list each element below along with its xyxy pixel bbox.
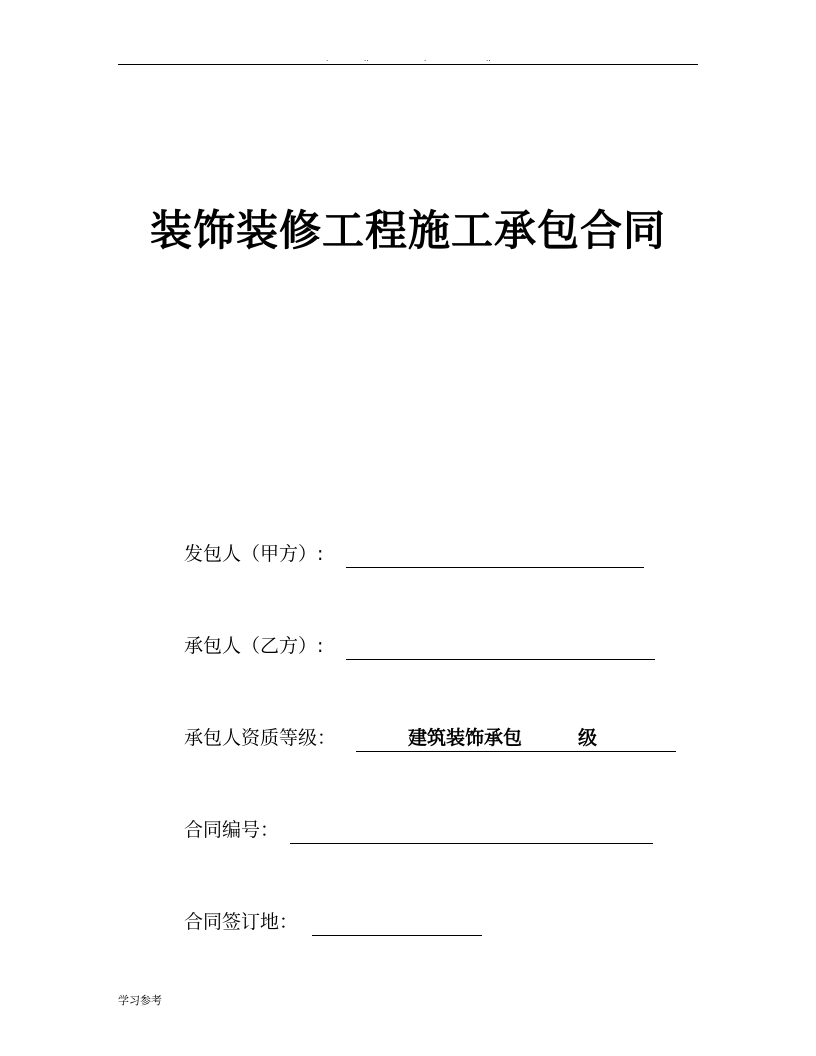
- field-label: 合同编号：: [184, 819, 280, 841]
- field-employer: [184, 540, 323, 568]
- qualification-input-line[interactable]: [356, 725, 676, 752]
- field-qualification: [184, 724, 598, 752]
- field-label: 合同签订地：: [184, 911, 299, 933]
- header-mark: ..: [364, 55, 369, 63]
- header-mark: ..: [486, 55, 491, 63]
- field-contractor: [184, 632, 323, 660]
- qualification-suffix: 级: [578, 727, 598, 749]
- field-label: 承包人资质等级：: [184, 727, 337, 749]
- document-title: 装饰装修工程施工承包合同: [149, 206, 666, 255]
- header-mark: .: [326, 55, 329, 63]
- footer-note: 学习参考: [118, 994, 162, 1007]
- header-marks: [118, 55, 698, 63]
- field-contract-number: [184, 816, 279, 844]
- contractor-input-line[interactable]: [346, 633, 655, 660]
- qualification-value: 建筑装饰承包: [408, 727, 523, 749]
- field-label: 发包人（甲方）:: [184, 543, 324, 565]
- field-signing-place: [184, 908, 298, 936]
- header-rule: [118, 64, 698, 65]
- employer-input-line[interactable]: [346, 541, 644, 568]
- contract-number-input-line[interactable]: [290, 817, 653, 844]
- field-label: 承包人（乙方）:: [184, 635, 324, 657]
- header-mark: .: [424, 55, 427, 63]
- signing-place-input-line[interactable]: [312, 909, 482, 936]
